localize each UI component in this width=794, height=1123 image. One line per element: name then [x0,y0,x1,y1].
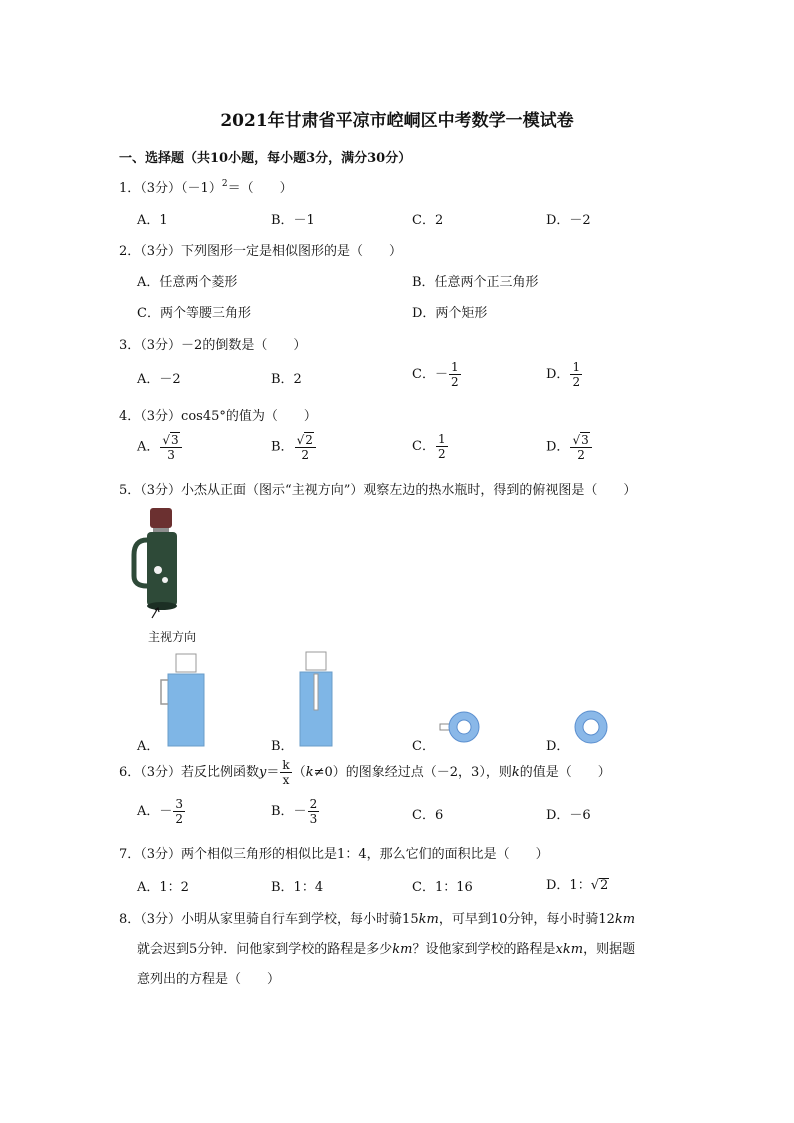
q8-unit-km-1: km [418,912,439,927]
q3-c-label: C．－ [412,367,448,382]
q6-k-over-x: $\frac{k}{x}$ [282,758,290,787]
q8-line2-mid: ？设他家到学校的路程是 [412,942,556,957]
question-8-line-2 [137,938,635,957]
q6-option-a[interactable] [137,797,186,826]
q3-c-fraction: $\frac{1}{2}$ [450,360,459,389]
thermos-base [147,602,177,610]
q5-option-c-figure[interactable] [438,708,482,746]
section-heading: 一、选择题（共10小题，每小题3分，满分30分） [119,151,412,166]
q4-d-fraction: $\frac{√3}{2}$ [570,432,591,462]
q6-var-y: y [259,765,267,780]
q7-option-b[interactable]: B．1：4 [271,880,324,895]
q4-option-a[interactable] [137,432,183,462]
q6-paren: （ [292,765,306,780]
q4-b-fraction: $\frac{√2}{2}$ [295,432,316,462]
q3-option-d[interactable] [546,360,583,389]
q8-unit-km-3: km [392,942,413,957]
question-4-stem: 4．（3分）cos45°的值为（ ） [119,409,317,424]
question-8-line-1 [119,908,635,927]
q4-a-label: A． [137,439,160,455]
q4-option-d[interactable] [546,432,593,462]
q8-var-xkm: xkm [555,942,584,957]
question-3-stem: 3．（3分）－2的倒数是（ ） [119,338,307,353]
q3-option-b[interactable]: B．2 [271,372,302,387]
view-a-handle [161,680,168,704]
q6-option-d[interactable]: D．－6 [546,808,591,823]
q4-d-label: D． [546,439,570,455]
q1-stem-tail: ＝（ ） [227,181,293,196]
question-7-stem: 7．（3分）两个相似三角形的相似比是1：4，那么它们的面积比是（ ） [119,847,549,862]
q6-option-c[interactable]: C．6 [412,808,444,823]
view-b-top [306,652,326,670]
q5-option-b-label[interactable]: B． [271,739,294,754]
page-title: 2021年甘肃省平凉市崆峒区中考数学一模试卷 [220,111,574,131]
q5-option-d-figure[interactable] [572,708,610,746]
q3-d-fraction: $\frac{1}{2}$ [572,360,581,389]
q1-exponent: 2 [221,179,228,189]
q6-a-label: A．－ [137,804,173,819]
q4-c-fraction: $\frac{1}{2}$ [437,432,446,461]
q6-option-b[interactable] [271,797,320,826]
q1-option-a[interactable]: A．1 [137,213,168,228]
q6-stem-text: 6．（3分）若反比例函数 [119,765,260,780]
q6-stem-tail: 的值是（ ） [519,765,611,780]
view-c-hole [457,720,471,734]
q6-b-fraction: $\frac{2}{3}$ [309,797,318,826]
q1-option-b[interactable]: B．－1 [271,213,315,228]
q3-option-c[interactable] [412,360,462,389]
q4-option-c[interactable] [412,432,449,461]
q8-line1-mid: ，可早到10分钟，每小时骑12 [438,912,615,927]
q5-option-d-label[interactable]: D． [546,739,570,754]
q2-option-d[interactable]: D．两个矩形 [412,306,488,321]
q4-option-b[interactable] [271,432,317,462]
q7-option-c[interactable]: C．1：16 [412,880,473,895]
q6-a-fraction: $\frac{3}{2}$ [175,797,184,826]
view-d-hole [583,719,599,735]
thermos-cap [150,508,172,528]
q6-var-k2: k [511,765,520,780]
q2-option-b[interactable]: B．任意两个正三角形 [412,275,539,290]
q8-line2-tail: ，则据题 [583,942,636,957]
q5-option-b-figure[interactable] [292,650,342,748]
thermos-flower [154,566,162,574]
view-a-body [168,674,204,746]
q8-line2-text: 就会迟到5分钟．问他家到学校的路程是多少 [137,942,393,957]
q1-stem-text: 1．（3分）（－1） [119,181,222,196]
q1-option-c[interactable]: C．2 [412,213,444,228]
q1-option-d[interactable]: D．－2 [546,213,591,228]
q3-d-label: D． [546,367,570,382]
q5-option-a-label[interactable]: A． [137,739,160,754]
q5-option-c-label[interactable]: C． [412,739,435,754]
question-1-stem [119,177,293,196]
q3-option-a[interactable]: A．－2 [137,372,181,387]
q7-option-a[interactable]: A．1：2 [137,880,189,895]
q2-option-c[interactable]: C．两个等腰三角形 [137,306,251,321]
thermos-flower-small [162,577,168,583]
thermos-body [147,532,177,606]
q8-line1-text: 8．（3分）小明从家里骑自行车到学校，每小时骑15 [119,912,419,927]
question-5-stem: 5．（3分）小杰从正面（图示“主视方向”）观察左边的热水瓶时，得到的俯视图是（ ） [119,483,637,498]
q6-var-k: k [305,765,314,780]
q7-option-d[interactable] [546,874,609,893]
question-2-stem: 2．（3分）下列图形一定是相似图形的是（ ） [119,244,403,259]
q8-unit-km-2: km [614,912,636,927]
q6-equals: ＝ [266,765,280,780]
view-a-top [176,654,196,672]
q4-c-label: C． [412,439,435,454]
thermos-handle [134,540,147,586]
question-6-stem [119,758,611,787]
q6-stem-mid: ≠0）的图象经过点（－2，3），则 [313,765,512,780]
view-direction-label: 主视方向 [148,630,197,644]
q4-b-label: B． [271,439,294,455]
q6-b-label: B．－ [271,804,307,819]
view-b-slot [314,674,318,710]
q5-option-a-figure[interactable] [158,652,208,748]
q4-a-fraction: $\frac{√3}{3}$ [160,432,181,462]
question-8-line-3: 意列出的方程是（ ） [137,972,281,987]
q7-d-label: D．1： [546,878,591,893]
thermos-figure [130,500,210,640]
q2-option-a[interactable]: A．任意两个菱形 [137,275,238,290]
q7-d-sqrt: √2 [590,878,609,893]
